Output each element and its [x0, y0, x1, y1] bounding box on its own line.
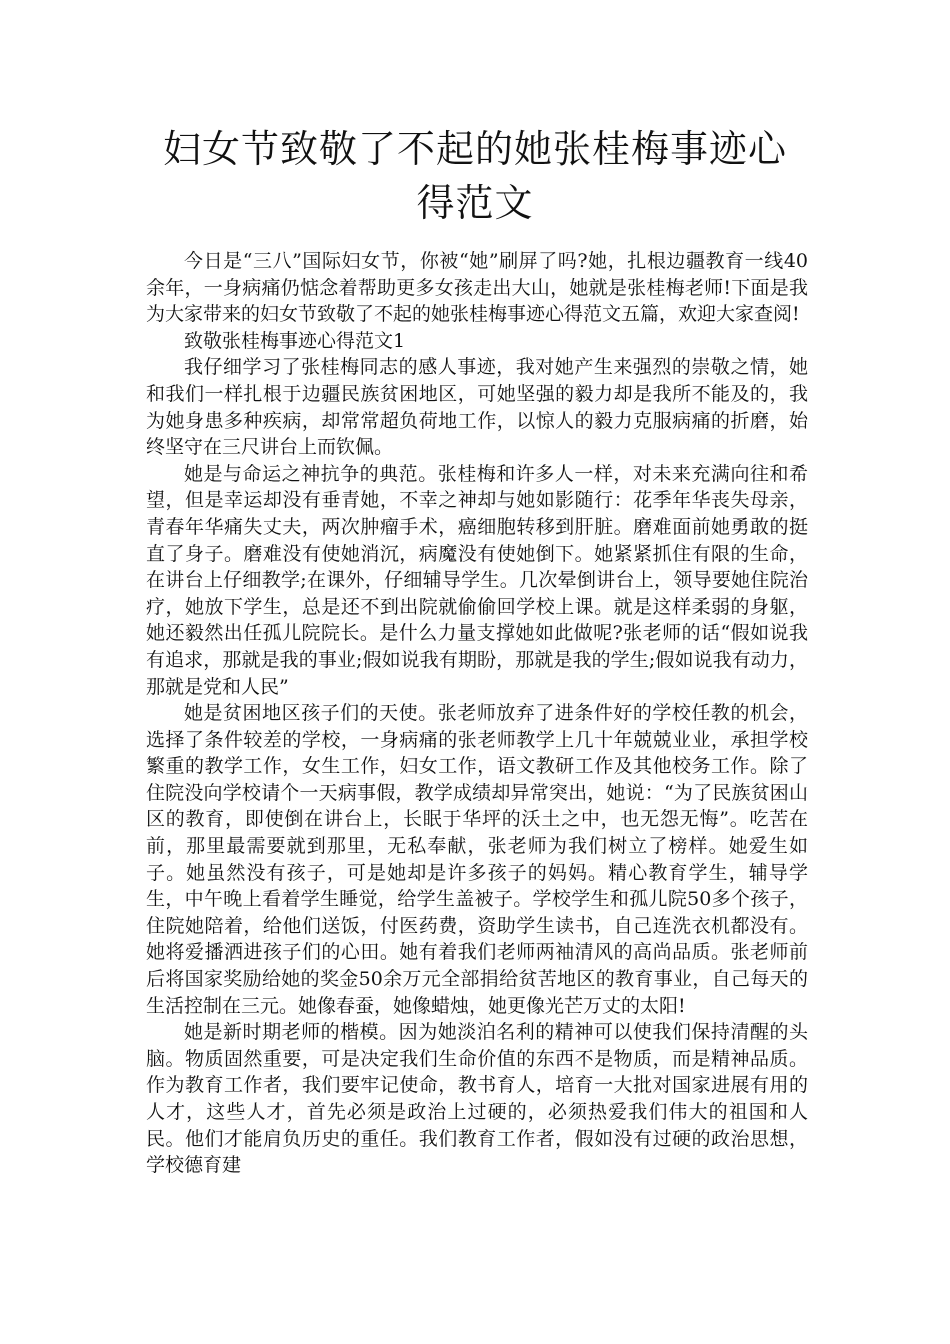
- body-paragraph: 她是与命运之神抗争的典范。张桂梅和许多人一样，对未来充满向往和希望，但是幸运却没有垂青她，不幸之神却与她如影随行：花季年华丧失母亲，青春年华痛失丈夫，两次肿瘤手术，癌细胞转移到肝脏。磨难面前她勇敢的挺直了身子。磨难没有使她消沉，病魔没有使她倒下。她紧紧抓住有限的生命，在讲台上仔细教学;在课外，仔细辅导学生。几次晕倒讲台上，领导要她住院治疗，她放下学生，总是还不到出院就偷偷回学校上课。就是这样柔弱的身躯，她还毅然出任孤儿院院长。是什么力量支撑她如此做呢?张老师的话“假如说我有追求，那就是我的事业;假如说我有期盼，那就是我的学生;假如说我有动力，那就是党和人民”: [146, 462, 808, 698]
- document-body: [146, 248, 808, 1179]
- body-paragraph: 她是贫困地区孩子们的天使。张老师放弃了进条件好的学校任教的机会，选择了条件较差的学校，一身病痛的张老师教学上几十年兢兢业业，承担学校繁重的教学工作，女生工作，妇女工作，语文教研工作及其他校务工作。除了住院没向学校请个一天病事假，教学成绩却异常突出，她说：“为了民族贫困山区的教育，即使倒在讲台上，长眠于华坪的沃土之中，也无怨无悔”。吃苦在前，那里最需要就到那里，无私奉献，张老师为我们树立了榜样。她爱生如子。她虽然没有孩子，可是她却是许多孩子的妈妈。精心教育学生，辅导学生，中午晚上看着学生睡觉，给学生盖被子。学校学生和孤儿院50多个孩子，住院她陪着，给他们送饭，付医药费，资助学生读书，自己连洗衣机都没有。她将爱播洒进孩子们的心田。她有着我们老师两袖清风的高尚品质。张老师前后将国家奖励给她的奖金50余万元全部捐给贫苦地区的教育事业，自己每天的生活控制在三元。她像春蚕，她像蜡烛，她更像光芒万丈的太阳!: [146, 702, 808, 1017]
- body-paragraph: 她是新时期老师的楷模。因为她淡泊名利的精神可以使我们保持清醒的头脑。物质固然重要，可是决定我们生命价值的东西不是物质，而是精神品质。作为教育工作者，我们要牢记使命，教书育人，培育一大批对国家进展有用的人才，这些人才，首先必须是政治上过硬的，必须热爱我们伟大的祖国和人民。他们才能肩负历史的重任。我们教育工作者，假如没有过硬的政治思想，学校德育建: [146, 1021, 808, 1177]
- body-paragraph: 我仔细学习了张桂梅同志的感人事迹，我对她产生来强烈的崇敬之情，她和我们一样扎根于边疆民族贫困地区，可她坚强的毅力却是我所不能及的，我为她身患多种疾病，却常常超负荷地工作，以惊人的毅力克服病痛的折磨，始终坚守在三尺讲台上而钦佩。: [146, 356, 808, 459]
- document-title: 妇女节致敬了不起的她张桂梅事迹心得范文: [162, 127, 787, 225]
- intro-paragraph: 今日是“三八”国际妇女节，你被“她”刷屏了吗?她，扎根边疆教育一线40余年，一身病痛仍惦念着帮助更多女孩走出大山，她就是张桂梅老师!下面是我为大家带来的妇女节致敬了不起的她张桂梅事迹心得范文五篇，欢迎大家查阅!: [146, 250, 808, 326]
- section-heading: 致敬张桂梅事迹心得范文1: [184, 329, 406, 352]
